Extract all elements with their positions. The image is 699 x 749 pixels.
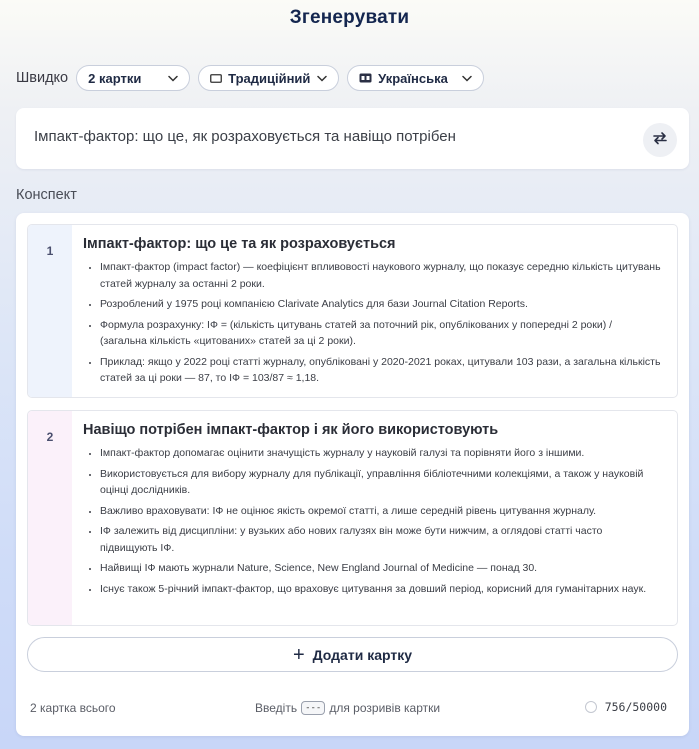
quick-label: Швидко [16,70,69,86]
outline-footer [16,699,689,719]
quick-settings-row [16,64,492,92]
card-title[interactable]: Навіщо потрібен імпакт-фактор і як його використовують [83,422,499,438]
cards-count-value: 2 картки [88,70,142,86]
char-count: 756/50000 [604,700,667,714]
chevron-down-icon [461,72,473,84]
page-title: Згенерувати [289,7,410,28]
char-counter [585,700,667,714]
bullet-item[interactable]: • Найвищі IФ мають журнали Nature, Science, New England Journal of Medicine — понад 30. [100,560,661,577]
bullet-item[interactable]: • Імпакт-фактор допомагає оцінити значущість журналу у науковій галузі та порівняти його з іншими. [100,445,661,462]
card-bullets [83,259,661,387]
prompt-input[interactable] [16,108,689,169]
card-body[interactable] [83,235,661,391]
bullet-item[interactable]: • Використовується для вибору журналу для публікації, управління бібліотечними колекціями, а також у науковій оцінці дослідників. [100,466,661,499]
bullet-item[interactable]: • Важливо враховувати: IФ не оцінює якість окремої статті, а лише середній рівень цитування журналу. [100,503,661,520]
bullet-item[interactable]: • Формула розрахунку: IФ = (кількість цитувань статей за поточний рік, опублікованих у попередні 2 роки) / (загальна кількість «цитованих» статей за ці 2 роки). [100,317,661,350]
outline-card[interactable] [27,410,678,626]
bullet-item[interactable]: • Існує також 5-річний імпакт-фактор, що враховує цитування за довший період, корисний для гуманітарних наук. [100,581,661,598]
chevron-down-icon [167,72,179,84]
break-key: --- [301,701,325,715]
outline-panel [16,213,689,736]
card-layout-icon [210,74,222,83]
shuffle-icon [652,131,668,150]
style-value: Традиційний [228,70,311,86]
chevron-down-icon [316,72,328,84]
bullet-item[interactable]: • Розроблений у 1975 році компанією Clarivate Analytics для бази Journal Citation Reports. [100,296,661,313]
hint-after: для розривів картки [329,701,441,715]
shuffle-button[interactable] [643,123,677,157]
card-number: 1 [28,225,72,397]
style-select[interactable] [198,65,339,91]
hint-before: Введіть [255,701,298,715]
outline-card[interactable] [27,224,678,398]
progress-ring-icon [585,701,597,713]
language-value: Українська [378,70,448,86]
add-card-button[interactable] [27,637,678,672]
language-icon [359,73,372,83]
outline-label: Конспект [16,187,77,203]
cards-count-select[interactable] [76,65,190,91]
card-total: 2 картка всього [30,701,116,715]
bullet-item[interactable]: • Приклад: якщо у 2022 році статті журналу, опубліковані у 2020-2021 роках, цитували 103 рази, а загальна кількість статей за ці роки — 87, то IФ = 103/87 ≈ 1,18. [100,354,661,387]
card-title[interactable]: Імпакт-фактор: що це та як розраховується [83,236,396,252]
card-number: 2 [28,411,72,625]
break-hint [255,701,440,715]
language-select[interactable] [347,65,484,91]
card-body[interactable] [83,421,661,601]
add-card-label: Додати картку [312,646,413,663]
bullet-item[interactable]: • Імпакт-фактор (impact factor) — коефіцієнт впливовості наукового журналу, що показує середню кількість цитувань статей журналу за останні 2 роки. [100,259,661,292]
plus-icon: + [292,643,305,666]
bullet-item[interactable]: • IФ залежить від дисципліни: у вузьких або нових галузях він може бути нижчим, а оглядові статті часто підвищують IФ. [100,523,661,556]
card-bullets [83,445,661,597]
prompt-text[interactable]: Імпакт-фактор: що це, як розраховується та навіщо потрібен [34,128,456,145]
